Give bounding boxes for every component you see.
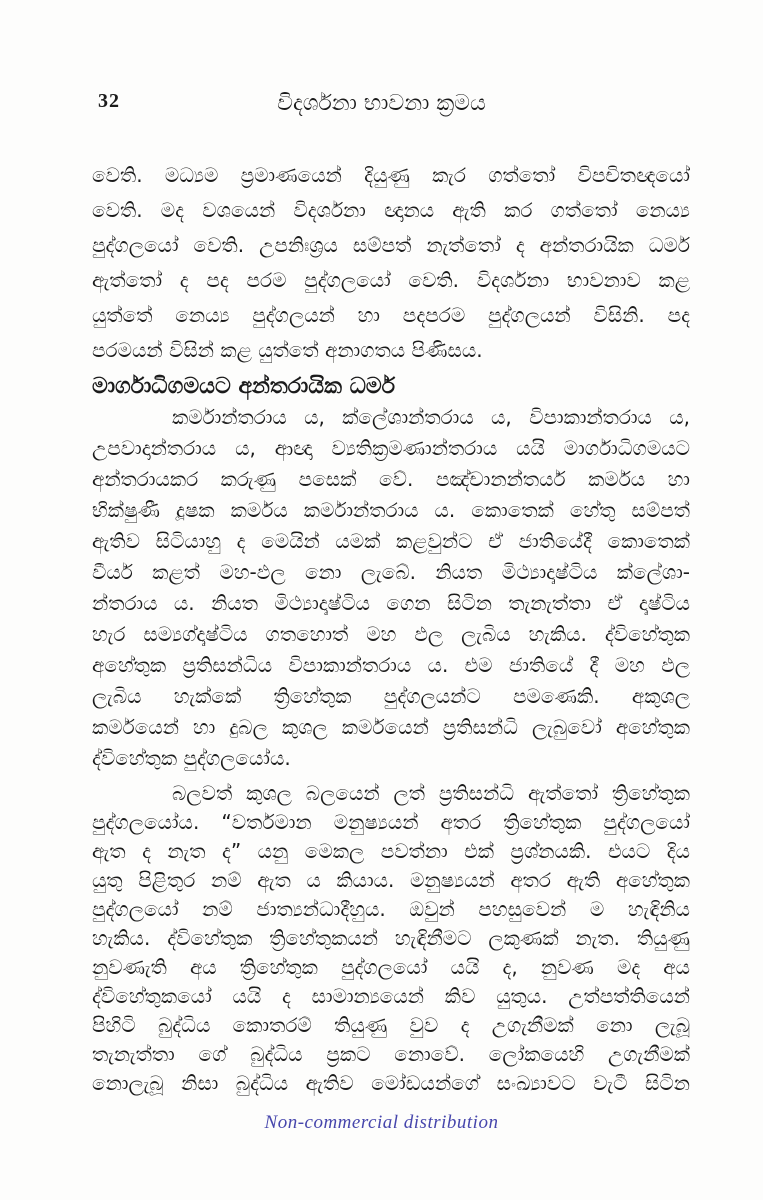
text-line: භික්ෂුණී දූෂක කර්මය කර්මාන්තරාය ය. කොතෙක් හේතු සම්පත්	[92, 498, 690, 522]
text-line: වීර්ය කළත් මහ-ඵල නො ලැබේ. නියත මිථ්‍යාදෘෂ්ටිය ක්ලේශා-	[92, 560, 690, 584]
page-number: 32	[98, 90, 120, 112]
text-line: කර්මාන්තරාය ය, ක්ලේශාන්තරාය ය, විපාකාන්තරාය ය,	[172, 405, 690, 429]
text-line: යුත්තේ නෙය්‍ය පුද්ගලයන් හා පදපරම පුද්ගලයන් විසිනි. පද	[92, 303, 690, 327]
text-line: ද්විහේතුක පුද්ගලයෝය.	[92, 746, 291, 770]
text-line: ඇත්තෝ ද පද පරම පුද්ගලයෝ වෙති. විදර්ශනා භාවනාව කළ	[92, 268, 690, 292]
text-line: හැකිය. ද්විහේතුක ත්‍රිහේතුකයන් හැඳිනීමට ලකුණක් නැත. තියුණු	[92, 926, 690, 950]
text-line: පිහිටි බුද්ධිය කොතරම් තියුණු වුව ද උගැනීමක් නො ලැබූ	[92, 1013, 690, 1037]
paragraph-3	[92, 779, 690, 1098]
text-line: පුද්ගලයෝය. “වර්තමාන මනුෂ්‍යයන් අතර ත්‍රිහේතුක පුද්ගලයෝ	[92, 810, 690, 834]
text-line: පරමයන් විසින් කළ යුත්තේ අනාගතය පිණිසය.	[92, 338, 483, 362]
text-line: පුද්ගලයෝ වෙති. උපනිඃශ්‍රය සම්පත් නැත්තෝ ද අන්තරායික ධර්ම	[92, 233, 690, 257]
text-line: කර්මයෙන් හා දුබල කුශල කර්මයෙන් ප්‍රතිසන්ධි ලැබුවෝ අහේතුක	[92, 715, 690, 739]
page-footer	[0, 1112, 763, 1134]
text-line: අන්තරායකර කරුණු පසෙක් වේ. පඤ්චානන්තර්ය කර්මය හා	[92, 467, 690, 491]
text-line: වෙති. මද වශයෙන් විදර්ශනා ඥානය ඇති කර ගත්තෝ නෙය්‍ය	[92, 198, 690, 222]
text-line: තැනැත්තා ගේ බුද්ධිය ප්‍රකට නොවේ. ලෝකයෙහි උගැනීමක්	[92, 1042, 690, 1066]
text-line: පුද්ගලයෝ නම් ජාත්‍යන්ධාදීහුය. ඔවුන් පහසුවෙන් ම හැඳිනිය	[92, 897, 690, 921]
distribution-note: Non-commercial distribution	[264, 1112, 499, 1133]
text-line: බලවත් කුශල බලයෙන් ලත් ප්‍රතිසන්ධි ඇත්තෝ ත්‍රිහේතුක	[172, 781, 690, 805]
text-line: හැර සම්‍යග්දෘෂ්ටිය ගතහොත් මහ ඵල ලැබිය හැකිය. ද්විහේතුක	[92, 622, 690, 646]
text-line: නොලැබූ නිසා බුද්ධිය ඇතිව මෝඩයන්ගේ සංඛ්‍යාවට වැටී සිටින	[92, 1071, 690, 1095]
text-line: ඇතිව සිටියාහු ද මෙයින් යමක් කළවුන්ට ඒ ජාතියේදී කොතෙක්	[92, 529, 690, 553]
text-line: යුතු පිළිතුර නම් ඇත ය කියාය. මනුෂ්‍යයන් අතර ඇති අහේතුක	[92, 868, 690, 892]
page-body	[92, 158, 690, 1098]
paragraph-2	[92, 402, 690, 774]
running-title: විදර්ශනා භාවනා ක්‍රමය	[277, 91, 486, 116]
text-line: ලැබිය හැක්කේ ත්‍රිහේතුක පුද්ගලයන්ට පමණෙකි. අකුශල	[92, 684, 690, 708]
running-header	[0, 90, 763, 118]
text-line: උපවාදාන්තරාය ය, ආඥා ව්‍යතික්‍රමණාන්තරාය යයි මාර්ගාධිගමයට	[92, 436, 690, 460]
text-line: වෙති. මධ්‍යම ප්‍රමාණයෙන් දියුණු කැර ගත්තෝ විපචිතඥයෝ	[92, 163, 690, 187]
section-heading: මාර්ගාධිගමයට අන්තරායික ධර්ම	[92, 374, 396, 399]
text-line: ඇත ද නැත ද” යනු මෙකල පවත්නා එක් ප්‍රශ්නයකි. එයට දිය	[92, 839, 690, 863]
text-line: අහේතුක ප්‍රතිසන්ධිය විපාකාන්තරාය ය. එම ජාතියේ දී මහ ඵල	[92, 653, 690, 677]
paragraph-1	[92, 158, 690, 368]
text-line: නුවණැති අය ත්‍රිහේතුක පුද්ගලයෝ යයි ද, නුවණ මද අය	[92, 955, 690, 979]
text-line: න්තරාය ය. නියත මිථ්‍යාදෘෂ්ටිය ගෙන සිටින තැනැත්තා ඒ දෘෂ්ටිය	[92, 591, 690, 615]
text-line: ද්විහේතුකයෝ යයි ද සාමාන්‍යයෙන් කිව යුතුය. උත්පත්තියෙන්	[92, 984, 690, 1008]
